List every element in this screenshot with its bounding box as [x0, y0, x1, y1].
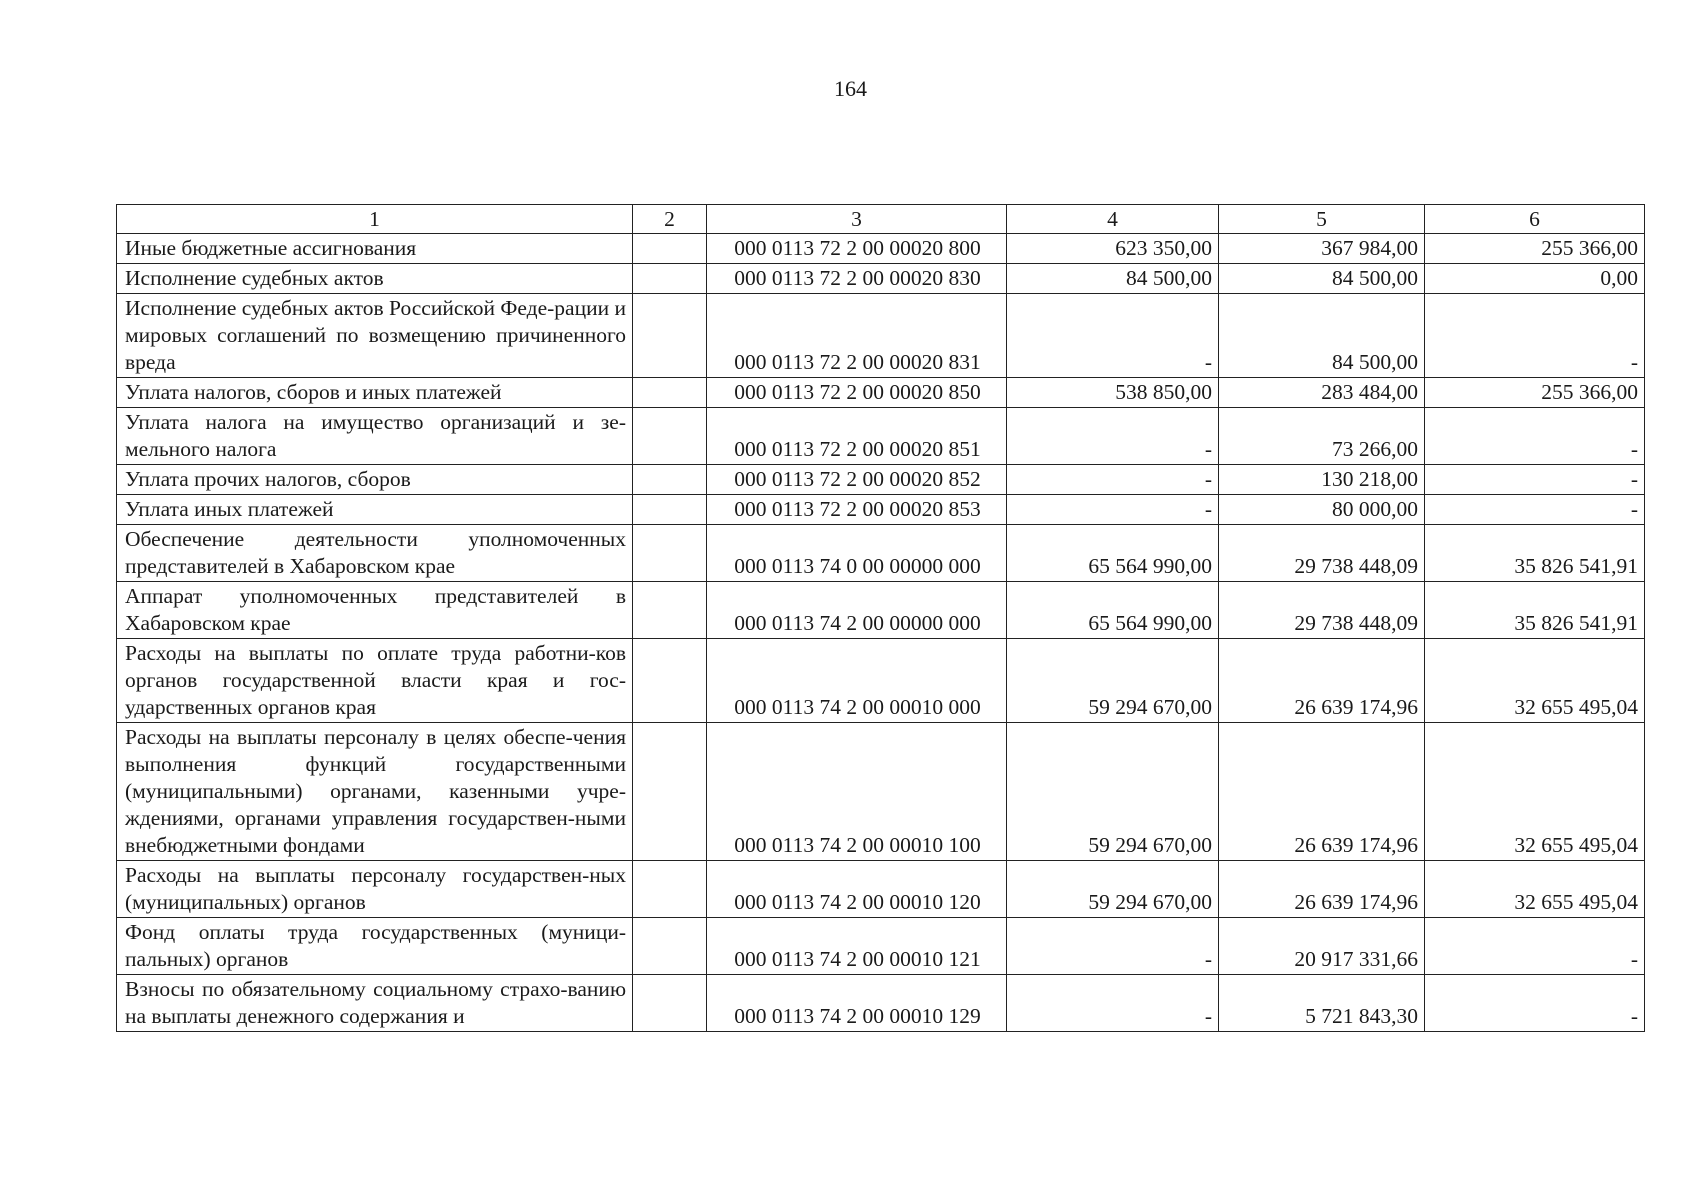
row-code: 000 0113 74 2 00 00000 000: [707, 582, 1007, 639]
row-col-5: 5 721 843,30: [1219, 975, 1425, 1032]
row-code: 000 0113 74 0 00 00000 000: [707, 525, 1007, 582]
row-name: Уплата иных платежей: [117, 495, 633, 525]
row-code: 000 0113 74 2 00 00010 120: [707, 861, 1007, 918]
header-col-5: 5: [1219, 205, 1425, 234]
table-row: [117, 861, 1645, 918]
row-col-6: -: [1425, 294, 1645, 378]
header-col-6: 6: [1425, 205, 1645, 234]
row-col-6: 35 826 541,91: [1425, 582, 1645, 639]
row-name: Расходы на выплаты по оплате труда работни-ков органов государственной власти края и гос-ударственных органов края: [117, 639, 633, 723]
row-col-6: -: [1425, 918, 1645, 975]
row-col-5: 26 639 174,96: [1219, 861, 1425, 918]
row-col-5: 73 266,00: [1219, 408, 1425, 465]
row-col-2: [633, 639, 707, 723]
row-col-5: 367 984,00: [1219, 234, 1425, 264]
row-col-4: -: [1007, 408, 1219, 465]
row-col-2: [633, 975, 707, 1032]
row-code: 000 0113 72 2 00 00020 852: [707, 465, 1007, 495]
row-code: 000 0113 74 2 00 00010 121: [707, 918, 1007, 975]
table-header: [117, 205, 1645, 234]
row-col-4: 623 350,00: [1007, 234, 1219, 264]
row-name: Уплата прочих налогов, сборов: [117, 465, 633, 495]
table-row: [117, 378, 1645, 408]
row-name: Исполнение судебных актов Российской Феде-рации и мировых соглашений по возмещению причиненного вреда: [117, 294, 633, 378]
row-col-6: -: [1425, 975, 1645, 1032]
row-col-5: 80 000,00: [1219, 495, 1425, 525]
row-col-2: [633, 918, 707, 975]
table-row: [117, 408, 1645, 465]
row-col-2: [633, 264, 707, 294]
header-col-2: 2: [633, 205, 707, 234]
row-col-4: 65 564 990,00: [1007, 525, 1219, 582]
row-col-6: 255 366,00: [1425, 378, 1645, 408]
row-col-5: 283 484,00: [1219, 378, 1425, 408]
table-row: [117, 918, 1645, 975]
row-col-4: 59 294 670,00: [1007, 861, 1219, 918]
row-col-2: [633, 582, 707, 639]
row-col-5: 26 639 174,96: [1219, 639, 1425, 723]
row-col-6: -: [1425, 465, 1645, 495]
row-name: Исполнение судебных актов: [117, 264, 633, 294]
row-col-4: -: [1007, 975, 1219, 1032]
header-col-4: 4: [1007, 205, 1219, 234]
row-col-4: 59 294 670,00: [1007, 723, 1219, 861]
row-col-6: 32 655 495,04: [1425, 639, 1645, 723]
row-col-6: 32 655 495,04: [1425, 861, 1645, 918]
row-code: 000 0113 72 2 00 00020 830: [707, 264, 1007, 294]
row-col-2: [633, 465, 707, 495]
row-col-2: [633, 378, 707, 408]
row-code: 000 0113 72 2 00 00020 851: [707, 408, 1007, 465]
table-body: [117, 234, 1645, 1032]
row-col-4: 538 850,00: [1007, 378, 1219, 408]
row-code: 000 0113 74 2 00 00010 000: [707, 639, 1007, 723]
row-col-4: 59 294 670,00: [1007, 639, 1219, 723]
row-name: Расходы на выплаты персоналу государствен-ных (муниципальных) органов: [117, 861, 633, 918]
row-code: 000 0113 72 2 00 00020 850: [707, 378, 1007, 408]
row-col-4: -: [1007, 918, 1219, 975]
row-col-2: [633, 234, 707, 264]
row-col-2: [633, 495, 707, 525]
row-name: Расходы на выплаты персоналу в целях обеспе-чения выполнения функций государственными (муниципальными) органами, казенными учре-ждениями, органами управления государствен-ными внебюджетными фондами: [117, 723, 633, 861]
row-code: 000 0113 72 2 00 00020 831: [707, 294, 1007, 378]
table-row: [117, 525, 1645, 582]
row-col-4: 84 500,00: [1007, 264, 1219, 294]
page-number: 164: [834, 76, 867, 101]
row-col-6: -: [1425, 408, 1645, 465]
row-name: Уплата налога на имущество организаций и зе-мельного налога: [117, 408, 633, 465]
row-col-4: 65 564 990,00: [1007, 582, 1219, 639]
row-col-4: -: [1007, 465, 1219, 495]
table-row: [117, 234, 1645, 264]
row-code: 000 0113 74 2 00 00010 100: [707, 723, 1007, 861]
row-col-6: -: [1425, 495, 1645, 525]
row-name: Аппарат уполномоченных представителей в Хабаровском крае: [117, 582, 633, 639]
row-col-2: [633, 861, 707, 918]
table-row: [117, 294, 1645, 378]
row-name: Уплата налогов, сборов и иных платежей: [117, 378, 633, 408]
row-code: 000 0113 74 2 00 00010 129: [707, 975, 1007, 1032]
table-row: [117, 639, 1645, 723]
table-row: [117, 495, 1645, 525]
header-col-1: 1: [117, 205, 633, 234]
table-row: [117, 723, 1645, 861]
row-col-5: 20 917 331,66: [1219, 918, 1425, 975]
row-col-4: -: [1007, 495, 1219, 525]
row-col-2: [633, 723, 707, 861]
header-row: [117, 205, 1645, 234]
row-col-2: [633, 408, 707, 465]
row-name: Иные бюджетные ассигнования: [117, 234, 633, 264]
row-col-5: 26 639 174,96: [1219, 723, 1425, 861]
table-row: [117, 582, 1645, 639]
budget-table: [116, 204, 1645, 1032]
row-col-6: 35 826 541,91: [1425, 525, 1645, 582]
row-col-2: [633, 294, 707, 378]
row-col-5: 29 738 448,09: [1219, 525, 1425, 582]
row-col-5: 29 738 448,09: [1219, 582, 1425, 639]
table-row: [117, 465, 1645, 495]
row-name: Обеспечение деятельности уполномоченных представителей в Хабаровском крае: [117, 525, 633, 582]
row-col-2: [633, 525, 707, 582]
row-code: 000 0113 72 2 00 00020 853: [707, 495, 1007, 525]
row-col-4: -: [1007, 294, 1219, 378]
row-col-6: 255 366,00: [1425, 234, 1645, 264]
row-col-5: 84 500,00: [1219, 264, 1425, 294]
row-name: Взносы по обязательному социальному страхо-ванию на выплаты денежного содержания и: [117, 975, 633, 1032]
row-col-6: 0,00: [1425, 264, 1645, 294]
table-row: [117, 975, 1645, 1032]
header-col-3: 3: [707, 205, 1007, 234]
row-code: 000 0113 72 2 00 00020 800: [707, 234, 1007, 264]
table-row: [117, 264, 1645, 294]
row-col-5: 130 218,00: [1219, 465, 1425, 495]
row-col-6: 32 655 495,04: [1425, 723, 1645, 861]
row-col-5: 84 500,00: [1219, 294, 1425, 378]
row-name: Фонд оплаты труда государственных (муници-пальных) органов: [117, 918, 633, 975]
